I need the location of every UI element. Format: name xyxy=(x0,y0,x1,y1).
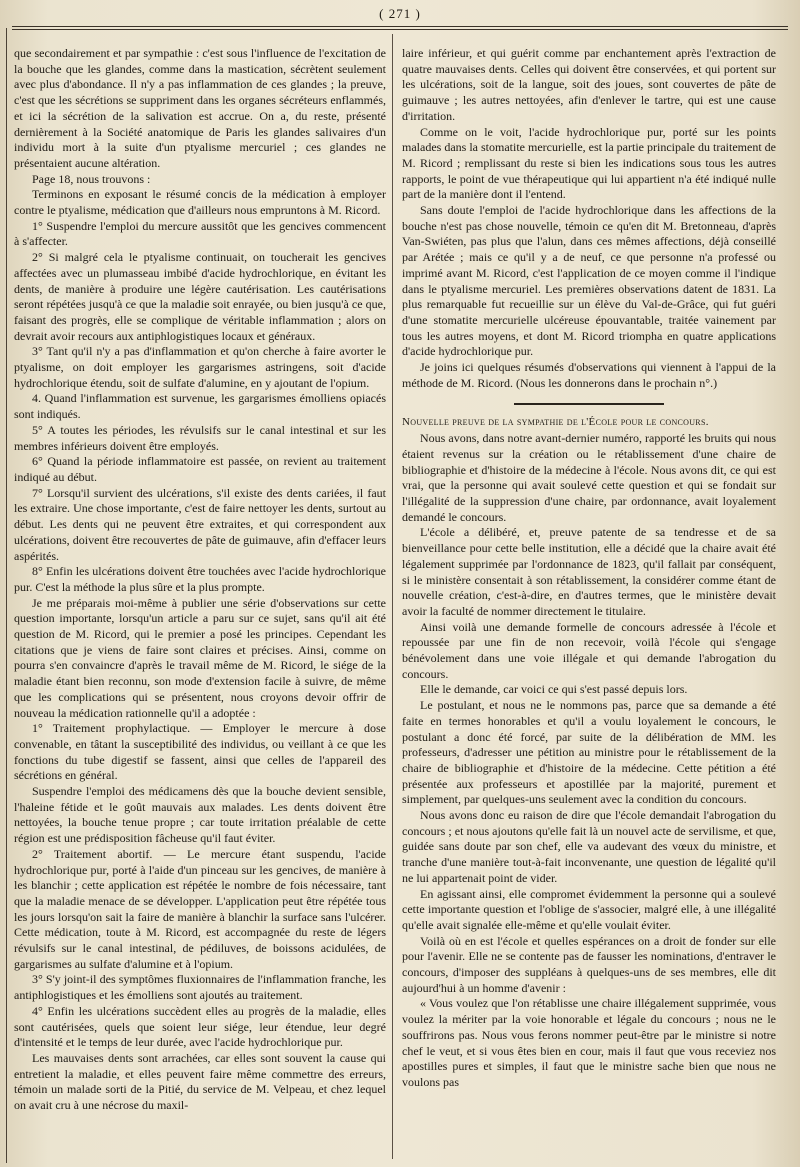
paragraph: que secondairement et par sympathie : c'est sous l'influence de l'excitation de la bouche que les glandes, comme dans la mastication, sécrètent seulement avec plus d'abondance. Il n'y a pas inflammation de ces glandes ; la preuve, c'est que les sécrétions se suppriment dans les organes sécréteurs enflammés, et ici la sécrétion de la salivation est accrue. On a, du reste, présenté dernièrement à la Société anatomique de Paris les glandes salivaires d'un individu mort à la suite d'un ptyalisme mercuriel ; ces glandes ne présentaient aucune altération. xyxy=(14,46,386,170)
paragraph: « Vous voulez que l'on rétablisse une chaire illégalement supprimée, vous voulez la mériter par la voie honorable et légale du concours ; nous ne le souffrirons pas. Nous vous ferons nommer peut-être par le ministre si notre chef le veut, et si vous êtes bien en cour, mais il faut que vous receviez nos apostilles pures et simples, il faut que le ministre sache bien que nous ne voulons pas xyxy=(402,996,776,1089)
paragraph: 6° Quand la période inflammatoire est passée, on revient au traitement indiqué au début. xyxy=(14,454,386,484)
right-column xyxy=(402,46,776,1091)
paragraph: 3° Tant qu'il n'y a pas d'inflammation et qu'on cherche à faire avorter le ptyalisme, on doit employer les gargarismes astringens, soit d'acide hydrochlorique étendu, soit de sulfate d'alumine, en y ajoutant de l'opium. xyxy=(14,344,386,390)
paragraph: 2° Traitement abortif. — Le mercure étant suspendu, l'acide hydrochlorique pur, porté à l'aide d'un pinceau sur les gencives, de manière à les blanchir ; cette application est répétée le nombre de fois nécessaire, tant que la maladie menace de se développer. L'application peut être répétée tous les jours lorsqu'on sait la faire de manière à blanchir la surface sans l'ulcérer. Cette médication, toute à M. Ricord, est accompagnée du reste de légers révulsifs sur le canal intestinal, de pédiluves, de boissons acidulées, de gargarismes au sulfate d'alumine et à l'opium. xyxy=(14,846,386,971)
paragraph: L'école a délibéré, et, preuve patente de sa tendresse et de sa bienveillance pour cette belle institution, elle a décidé que la chaire avait été légalement supprimée par l'ordonnance de 1823, qu'il fallait par conséquent, si le ministère consentait à son rétablissement, la considérer comme étant de nouvelle création, c'est-à-dire, en d'autres termes, que le ministère devait avoir la faculté de nommer directement le titulaire. xyxy=(402,525,776,618)
paragraph: 5° A toutes les périodes, les révulsifs sur le canal intestinal et sur les membres inférieurs doivent être employés. xyxy=(14,422,386,453)
paragraph: Sans doute l'emploi de l'acide hydrochlorique dans les affections de la bouche n'est pas chose nouvelle, témoin ce qu'en dit M. Bretonneau, d'après Van-Swiéten, pas plus que l'alun, dans ces mêmes affections, déjà conseillé par Arétée ; mais ce qu'il y a de neuf, ce que personne n'a professé ou imprimé avant M. Ricord, c'est l'application de ce moyen comme il l'indique dans le ptyalisme mercuriel. Les premières observations datent de 1831. La plus remarquable fut recueillie sur un élève du Val-de-Grâce, qui fut guéri d'une stomatite mercurielle ulcéreuse épouvantable, traitée vainement par tous les autres moyens, et dont M. Ricord triompha en quatre applications d'acide hydrochlorique pur. xyxy=(402,203,776,359)
paragraph: 4. Quand l'inflammation est survenue, les gargarismes émolliens opiacés sont indiqués. xyxy=(14,391,386,422)
paragraph: 2° Si malgré cela le ptyalisme continuait, on toucherait les gencives affectées avec un plumasseau imbibé d'acide hydrochlorique, en évitant les dents, de manière à produire une légère cautérisation. Les cautérisations seront répétées jusqu'à ce que la maladie soit enrayée, ou bien jusqu'à ce que, faisant des progrès, elle se complique de véritable inflammation ; alors on devrait avoir recours aux antiphlogistiques locaux et généraux. xyxy=(14,250,386,343)
paragraph: Nous avons, dans notre avant-dernier numéro, rapporté les bruits qui nous étaient revenus sur la création ou le rétablissement d'une chaire de bibliographie et d'histoire de la médecine à l'école. Nous avons dit, ce qui est vrai, que la personne qui avait soulevé cette question et qui se fondait sur l'illégalité de la suppression d'une chaire, par ordonnance, avait loyalement demandé le concours. xyxy=(402,431,776,524)
paragraph: Les mauvaises dents sont arrachées, car elles sont souvent la cause qui entretient la maladie, et elles peuvent faire même commettre des erreurs, témoin un malade sorti de la Pitié, du service de M. Velpeau, et chez lequel on avait cru à une nécrose du maxil- xyxy=(14,1051,386,1113)
paragraph: Ainsi voilà une demande formelle de concours adressée à l'école et repoussée par une fin de non recevoir, voilà l'école qui s'engage bénévolement dans une voie illégale et qui demande l'abrogation du concours. xyxy=(402,619,776,681)
paragraph: laire inférieur, et qui guérit comme par enchantement après l'extraction de quatre mauvaises dents. Celles qui doivent être conservées, et qui portent sur les ulcérations, soit de la langue, soit des joues, sont couvertes de pâte de guimauve ; les autres nettoyées, afin d'enlever le tartre, qui est une cause d'irritation. xyxy=(402,46,776,123)
paragraph: 3° S'y joint-il des symptômes fluxionnaires de l'inflammation franche, les antiphlogistiques et les émolliens sont ajoutés au traitement. xyxy=(14,972,386,1003)
left-column xyxy=(14,46,386,1114)
paragraph: Page 18, nous trouvons : xyxy=(32,171,151,186)
section-separator xyxy=(514,403,664,405)
header-rule xyxy=(12,26,788,30)
paragraph: 1° Traitement prophylactique. — Employer le mercure à dose convenable, en tâtant la susceptibilité des individus, ou veillant à ce que les fonctions du tube digestif se fassent, ainsi que celles de l'appareil des sécrétions en général. xyxy=(14,721,386,783)
paragraph: 1° Suspendre l'emploi du mercure aussitôt que les gencives commencent à s'affecter. xyxy=(14,218,386,249)
page-number: ( 271 ) xyxy=(379,6,421,21)
paragraph: Je me préparais moi-même à publier une série d'observations sur cette question importante, lorsqu'un article a paru sur ce sujet, sans qu'il ait été question de M. Ricord, qui le premier a posé les principes. Cependant les citations que je viens de faire sont claires et précises. Ainsi, comme on pourra s'en convaincre d'après le travail même de M. Ricord, le siége de la maladie étant bien reconnu, son mode d'extension facile à suivre, de même que les complications qui se présentent, nous croyons devoir offrir de nouveau la médication rationnelle qu'il a adoptée : xyxy=(14,595,386,720)
column-divider xyxy=(392,34,393,1159)
paragraph: Voilà où en est l'école et quelles espérances on a droit de fonder sur elle pour l'avenir. Elle ne se contente pas de fausser les nominations, d'entraver le concours, d'imposer des suppléans à quelques-uns de ses membres, elle dit aujourd'hui à un homme d'avenir : xyxy=(402,933,776,995)
paragraph: 4° Enfin les ulcérations succèdent elles au progrès de la maladie, elles sont cautérisées, quels que soient leur siége, leur étendue, leur degré d'intensité et le temps de leur durée, avec l'acide hydrochlorique pur. xyxy=(14,1003,386,1050)
paragraph: 7° Lorsqu'il survient des ulcérations, s'il existe des dents cariées, il faut les extraire. Une chose importante, c'est de faire nettoyer les dents, surtout au début. Les dents qui ne peuvent être extraites, et qui correspondent aux ulcérations, doivent être recouvertes de pâte de guimauve, afin d'effacer leurs aspérités. xyxy=(14,485,386,563)
paragraph: Terminons en exposant le résumé concis de la médication à employer contre le ptyalisme, médication que d'ailleurs nous empruntons à M. Ricord. xyxy=(14,187,386,218)
paragraph: Elle le demande, car voici ce qui s'est passé depuis lors. xyxy=(420,682,688,697)
paragraph: 8° Enfin les ulcérations doivent être touchées avec l'acide hydrochlorique pur. C'est la méthode la plus sûre et la plus prompte. xyxy=(14,564,386,594)
paragraph: Je joins ici quelques résumés d'observations qui viennent à l'appui de la méthode de M. Ricord. (Nous les donnerons dans le prochain n°.) xyxy=(402,360,776,390)
paragraph: En agissant ainsi, elle compromet évidemment la personne qui a soulevé cette importante question et l'oblige de s'associer, malgré elle, à une illégalité qu'elle avait signalée elle-même et qu'elle voulait éviter. xyxy=(402,886,776,932)
paragraph: Suspendre l'emploi des médicamens dès que la bouche devient sensible, l'haleine fétide et le goût mauvais aux malades. Les dents doivent être nettoyées, la bouche tenue propre ; car toute irritation préalable de cette région est une prédisposition fâcheuse qu'il faut éviter. xyxy=(14,784,386,846)
paragraph: Nous avons donc eu raison de dire que l'école demandait l'abrogation du concours ; et nous ajoutons qu'elle fait là un nouvel acte de servilisme, et que, guidée sans doute par son chef, elle va audevant des vœux du ministre, et tranche d'une manière tout-à-fait inconvenante, une question de légalité qu'il ne lui appartenait point de vider. xyxy=(402,808,776,885)
paragraph: Le postulant, et nous ne le nommons pas, parce que sa demande a été faite en termes honorables et qu'il a voulu loyalement le concours, le postulant a donc été forcé, par suite de la délibération de MM. les professeurs, d'adresser une pétition au ministre pour le rétablissement de la chaire de bibliographie et d'histoire de la médecine. Cette pétition a été présentée aux professeurs et apostillée par la majorité, purement et simplement, par quelques-uns seulement avec la condition du concours. xyxy=(402,698,776,807)
paragraph: Comme on le voit, l'acide hydrochlorique pur, porté sur les points malades dans la stomatite mercurielle, est la partie principale du traitement de M. Ricord ; remplissant du reste si bien les indications sous tous les autres rapports, le point de vue thérapeutique qui lui appartient n'a été indiqué nulle part de la manière dont il l'entend. xyxy=(402,124,776,202)
margin-line xyxy=(6,28,7,1163)
section-heading: Nouvelle preuve de la sympathie de l'École pour le concours. xyxy=(402,416,709,429)
